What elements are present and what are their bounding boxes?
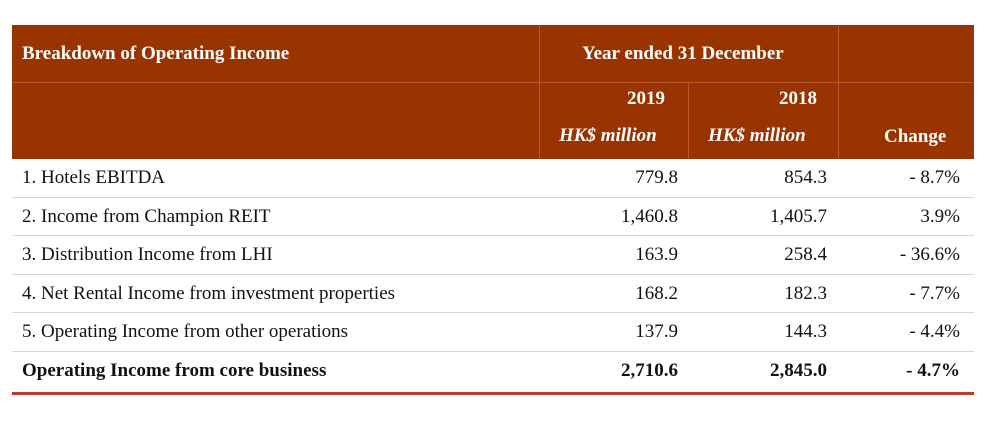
row-label: 1. Hotels EBITDA <box>22 167 166 188</box>
value-2018: 182.3 <box>784 282 827 304</box>
table-header <box>12 25 974 159</box>
unit-2018-header: HK$ million <box>708 125 806 146</box>
value-2018: 854.3 <box>784 167 827 188</box>
table-row <box>12 198 974 237</box>
table-row <box>12 236 974 275</box>
year-2019-header: 2019 <box>627 88 665 109</box>
value-2018: 144.3 <box>784 321 827 343</box>
change-value: - 7.7% <box>909 282 960 304</box>
row-label: 3. Distribution Income from LHI <box>22 244 273 266</box>
total-change: - 4.7% <box>906 359 960 381</box>
period-header: Year ended 31 December <box>582 43 784 64</box>
value-2019: 163.9 <box>635 244 678 266</box>
table-title: Breakdown of Operating Income <box>22 43 290 64</box>
header-divider <box>688 82 689 159</box>
header-rule <box>12 82 974 83</box>
value-2019: 1,460.8 <box>621 205 678 227</box>
change-value: - 8.7% <box>909 167 960 188</box>
change-value: - 4.4% <box>909 321 960 343</box>
row-label: 5. Operating Income from other operations <box>22 321 349 343</box>
table-row <box>12 159 974 198</box>
unit-2019-header: HK$ million <box>559 125 657 146</box>
value-2019: 137.9 <box>635 321 678 343</box>
table-row <box>12 275 974 314</box>
change-header: Change <box>884 126 947 147</box>
total-row <box>12 352 974 391</box>
total-2018: 2,845.0 <box>770 359 827 381</box>
operating-income-table <box>12 25 974 391</box>
bottom-rule <box>12 392 974 395</box>
total-2019: 2,710.6 <box>621 359 678 381</box>
year-2018-header: 2018 <box>779 88 817 109</box>
value-2019: 779.8 <box>635 167 678 188</box>
change-value: 3.9% <box>920 205 960 227</box>
row-label: 2. Income from Champion REIT <box>22 205 271 227</box>
value-2018: 1,405.7 <box>770 205 827 227</box>
value-2018: 258.4 <box>784 244 827 266</box>
value-2019: 168.2 <box>635 282 678 304</box>
row-label: 4. Net Rental Income from investment properties <box>22 282 396 304</box>
header-divider <box>838 25 839 159</box>
table-row <box>12 313 974 352</box>
change-value: - 36.6% <box>899 244 960 266</box>
total-label: Operating Income from core business <box>22 359 327 381</box>
header-divider <box>539 25 540 159</box>
